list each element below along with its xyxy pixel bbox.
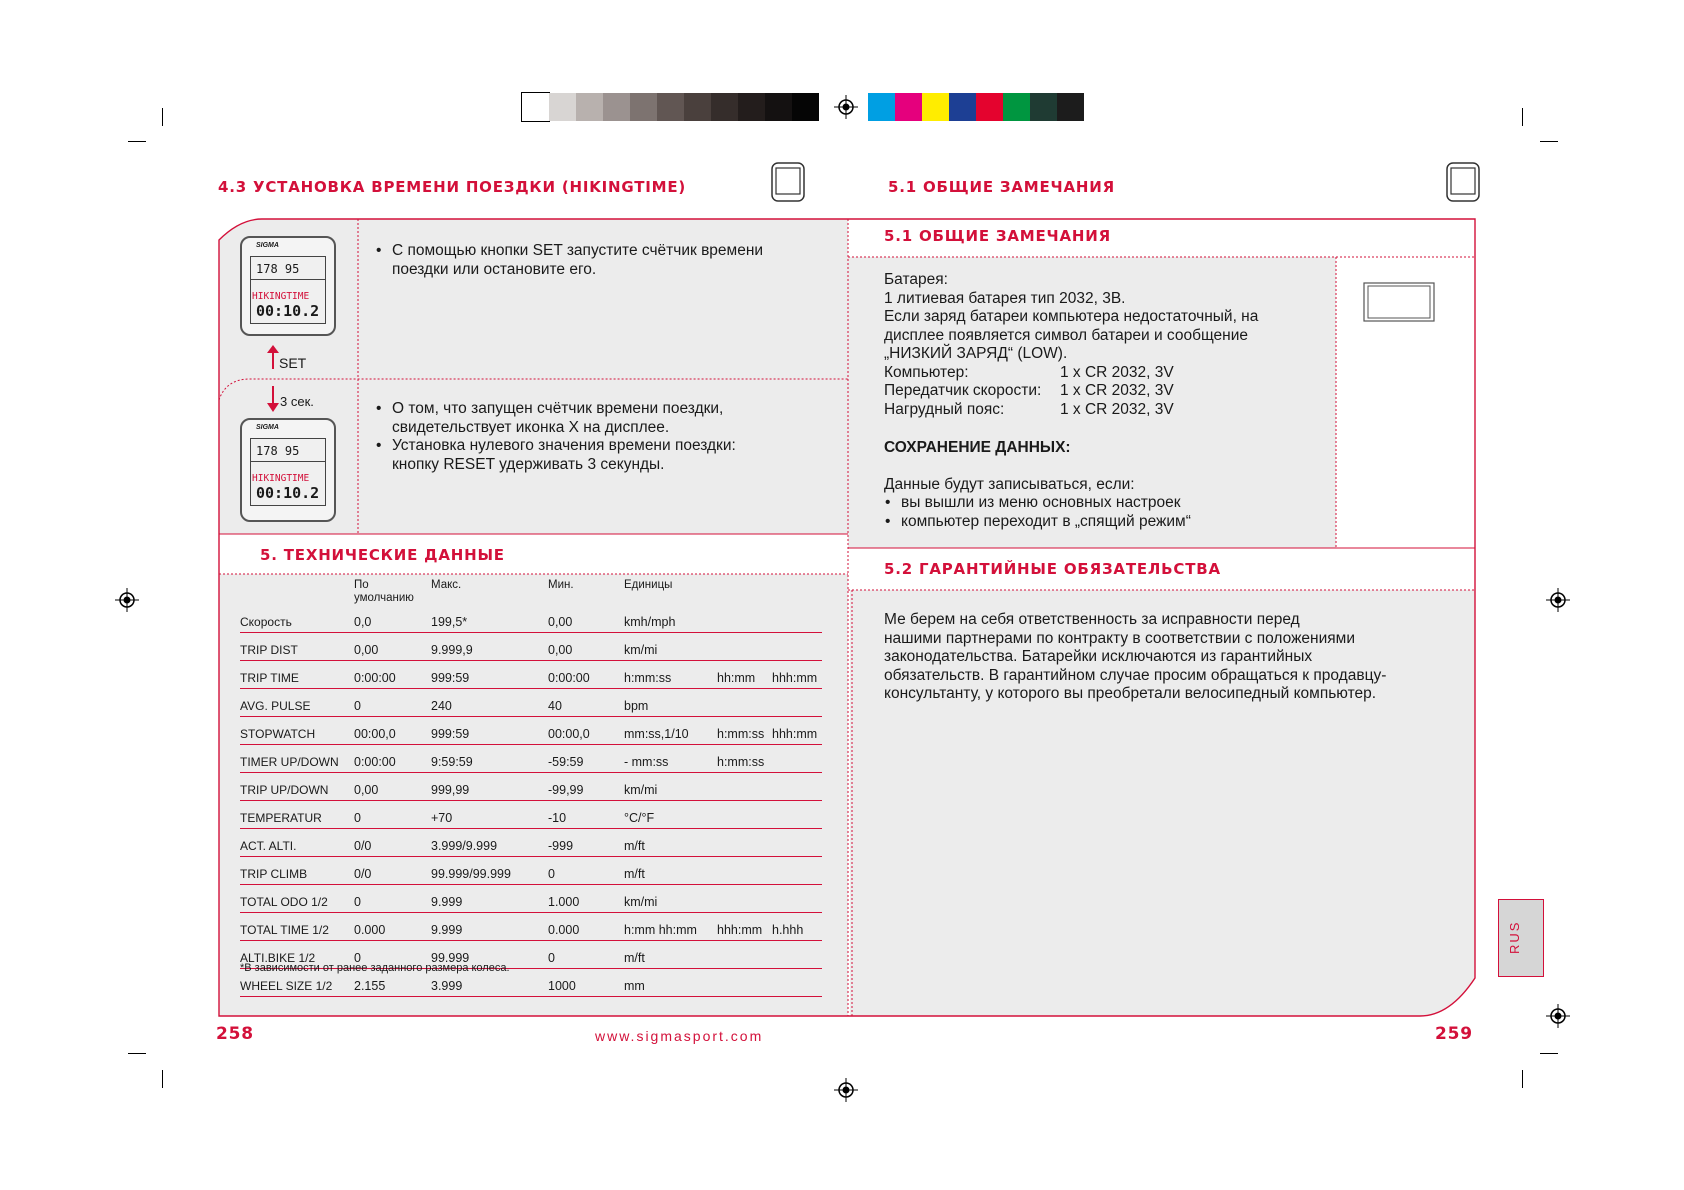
- table-cell: m/ft: [624, 941, 717, 969]
- spec-value: 1 x CR 2032, 3V: [1060, 382, 1174, 399]
- table-row: [240, 745, 822, 773]
- table-cell: 199,5*: [431, 615, 548, 633]
- table-cell: 0,0: [354, 615, 431, 633]
- table-cell: -59:59: [548, 745, 624, 773]
- right-section-title: 5.1 ОБЩИЕ ЗАМЕЧАНИЯ: [888, 178, 1115, 196]
- table-cell: 99.999: [431, 941, 548, 969]
- table-cell: km/mi: [624, 773, 717, 801]
- spec-label: Нагрудный пояс:: [884, 400, 1005, 418]
- display-icon: [1363, 282, 1435, 322]
- table-cell: TRIP CLIMB: [240, 857, 354, 885]
- device-screen: [250, 438, 326, 506]
- table-cell: [772, 689, 822, 717]
- table-cell: +70: [431, 801, 548, 829]
- warranty-line: обязательств. В гарантийном случае просим обращаться к продавцу-: [884, 666, 1387, 684]
- table-cell: [772, 857, 822, 885]
- table-cell: 0: [354, 801, 431, 829]
- table-cell: [772, 801, 822, 829]
- table-cell: h:mm:ss: [717, 717, 772, 745]
- table-cell: bpm: [624, 689, 717, 717]
- device-brand-label: SIGMA: [256, 424, 279, 431]
- table-cell: TOTAL TIME 1/2: [240, 913, 354, 941]
- table-cell: 3.999/9.999: [431, 829, 548, 857]
- table-cell: 2.155: [354, 969, 431, 997]
- table-cell: 0:00:00: [354, 661, 431, 689]
- device-divider: [251, 461, 325, 462]
- table-cell: [772, 969, 822, 997]
- table-cell: 0:00:00: [548, 661, 624, 689]
- table-cell: [717, 689, 772, 717]
- table-cell: 0,00: [354, 773, 431, 801]
- table-cell: [717, 941, 772, 969]
- tech-data-title: 5. ТЕХНИЧЕСКИЕ ДАННЫЕ: [260, 546, 505, 564]
- table-cell: TIMER UP/DOWN: [240, 745, 354, 773]
- column-header: Макс.: [431, 579, 462, 591]
- table-cell: WHEEL SIZE 1/2: [240, 969, 354, 997]
- warranty-line: консультанту, у которого вы преобретали велосипедный компьютер.: [884, 685, 1377, 702]
- hold-duration-label: 3 сек.: [280, 394, 314, 409]
- table-cell: hhh:mm: [772, 661, 822, 689]
- battery-line: „НИЗКИЙ ЗАРЯД“ (LOW).: [884, 345, 1068, 362]
- table-cell: 1000: [548, 969, 624, 997]
- table-cell: m/ft: [624, 857, 717, 885]
- save-data-title: СОХРАНЕНИЕ ДАННЫХ:: [884, 439, 1071, 456]
- device-time: 00:10.2: [256, 484, 320, 502]
- table-cell: [772, 615, 822, 633]
- arrow-down-icon: [266, 386, 280, 412]
- table-cell: 00:00,0: [548, 717, 624, 745]
- list-item: • вы вышли из меню основных настроек: [884, 494, 1324, 513]
- arrow-up-icon: [266, 345, 280, 369]
- table-cell: 0:00:00: [354, 745, 431, 773]
- bike-computer-device: [240, 418, 336, 522]
- spec-label: Компьютер:: [884, 363, 969, 381]
- table-cell: 0.000: [354, 913, 431, 941]
- battery-line: дисплее появляется символ батареи и сообщение: [884, 326, 1248, 344]
- table-cell: 3.999: [431, 969, 548, 997]
- table-cell: h:mm:ss: [624, 661, 717, 689]
- warranty-line: законодательства. Батарейки исключаются из гарантийных: [884, 648, 1313, 665]
- table-cell: TRIP UP/DOWN: [240, 773, 354, 801]
- step1-instructions: [375, 242, 815, 279]
- table-cell: 40: [548, 689, 624, 717]
- table-cell: [717, 615, 772, 633]
- table-cell: [717, 829, 772, 857]
- table-cell: STOPWATCH: [240, 717, 354, 745]
- table-cell: h:mm hh:mm: [624, 913, 717, 941]
- spec-label: Передатчик скорости:: [884, 382, 1042, 399]
- device-top-row: 178 95: [256, 262, 300, 276]
- column-header: По умолчанию: [354, 579, 414, 604]
- list-item: • О том, что запущен счётчик времени поездки, свидетельствует иконка X на дисплее.: [375, 400, 775, 437]
- battery-spec-row: [884, 401, 1324, 420]
- device-brand-label: SIGMA: [256, 242, 279, 249]
- table-cell: mm: [624, 969, 717, 997]
- table-cell: 1.000: [548, 885, 624, 913]
- table-row: [240, 615, 822, 633]
- column-header: Единицы: [624, 579, 673, 591]
- device-time: 00:10.2: [256, 302, 320, 320]
- spec-value: 1 x CR 2032, 3V: [1060, 400, 1174, 418]
- table-cell: 0,00: [354, 633, 431, 661]
- table-cell: -99,99: [548, 773, 624, 801]
- table-cell: 0.000: [548, 913, 624, 941]
- page-number-right: 259: [1435, 1024, 1473, 1044]
- table-cell: [772, 885, 822, 913]
- table-cell: TRIP DIST: [240, 633, 354, 661]
- battery-line: 1 литиевая батарея тип 2032, 3В.: [884, 289, 1126, 307]
- table-cell: hhh:mm: [717, 913, 772, 941]
- warranty-line: Ме берем на себя ответственность за исправности перед: [884, 611, 1300, 628]
- table-cell: mm:ss,1/10: [624, 717, 717, 745]
- table-cell: 00:00,0: [354, 717, 431, 745]
- table-row: [240, 801, 822, 829]
- table-cell: [717, 969, 772, 997]
- table-row: [240, 885, 822, 913]
- table-cell: -10: [548, 801, 624, 829]
- table-row: [240, 717, 822, 745]
- column-header: [772, 579, 822, 615]
- table-cell: 9.999: [431, 913, 548, 941]
- device-divider: [251, 279, 325, 280]
- battery-line: Батарея:: [884, 271, 948, 288]
- battery-line: Если заряд батареи компьютера недостаточный, на: [884, 308, 1259, 325]
- table-cell: ACT. ALTI.: [240, 829, 354, 857]
- save-data-intro: Данные будут записываться, если:: [884, 475, 1135, 493]
- list-item: • компьютер переходит в „спящий режим“: [884, 513, 1324, 532]
- table-cell: - mm:ss: [624, 745, 717, 773]
- table-cell: 0: [354, 941, 431, 969]
- table-cell: [717, 801, 772, 829]
- device-mode: HIKINGTIME: [252, 473, 310, 484]
- table-row: [240, 633, 822, 661]
- language-tab-label: RUS: [1507, 920, 1522, 954]
- tech-data-table: [240, 579, 822, 997]
- table-cell: hhh:mm: [772, 717, 822, 745]
- table-cell: [772, 633, 822, 661]
- table-row: [240, 773, 822, 801]
- spec-value: 1 x CR 2032, 3V: [1060, 363, 1174, 381]
- table-cell: [772, 773, 822, 801]
- table-cell: Скорость: [240, 615, 354, 633]
- set-button-label: SET: [279, 355, 307, 371]
- table-cell: 999,99: [431, 773, 548, 801]
- table-row: [240, 913, 822, 941]
- table-cell: kmh/mph: [624, 615, 717, 633]
- table-row: [240, 829, 822, 857]
- table-cell: 0,00: [548, 615, 624, 633]
- column-header: Мин.: [548, 579, 574, 591]
- table-cell: 0,00: [548, 633, 624, 661]
- device-top-row: 178 95: [256, 444, 300, 458]
- table-cell: 999:59: [431, 717, 548, 745]
- table-cell: [772, 745, 822, 773]
- table-cell: AVG. PULSE: [240, 689, 354, 717]
- table-cell: 0/0: [354, 829, 431, 857]
- battery-spec-row: [884, 364, 1324, 383]
- page-number-left: 258: [216, 1024, 254, 1044]
- table-cell: ALTI.BIKE 1/2: [240, 941, 354, 969]
- table-cell: m/ft: [624, 829, 717, 857]
- table-cell: 0/0: [354, 857, 431, 885]
- table-cell: [717, 773, 772, 801]
- table-cell: [717, 633, 772, 661]
- table-header-row: [240, 579, 822, 615]
- warranty-line: нашими партнерами по контракту в соответствии с положениями: [884, 629, 1355, 647]
- footnote: *В зависимости от ранее заданного размера колеса.: [240, 962, 510, 974]
- warranty-text: [884, 611, 1464, 704]
- table-cell: 9.999,9: [431, 633, 548, 661]
- table-cell: TOTAL ODO 1/2: [240, 885, 354, 913]
- battery-spec-row: [884, 382, 1324, 401]
- table-cell: h:mm:ss: [717, 745, 772, 773]
- table-cell: [717, 857, 772, 885]
- table-cell: 999:59: [431, 661, 548, 689]
- list-item: • Установка нулевого значения времени поездки: кнопку RESET удерживать 3 секунды.: [375, 437, 775, 474]
- table-cell: 240: [431, 689, 548, 717]
- table-cell: TRIP TIME: [240, 661, 354, 689]
- table-cell: 9:59:59: [431, 745, 548, 773]
- language-tab[interactable]: [1498, 899, 1544, 977]
- table-cell: km/mi: [624, 885, 717, 913]
- table-cell: 0: [548, 857, 624, 885]
- table-cell: °C/°F: [624, 801, 717, 829]
- bike-computer-device: [240, 236, 336, 336]
- battery-info: [884, 271, 1324, 531]
- column-header: [240, 579, 354, 615]
- table-cell: [772, 941, 822, 969]
- table-cell: hh:mm: [717, 661, 772, 689]
- general-notes-title: 5.1 ОБЩИЕ ЗАМЕЧАНИЯ: [884, 227, 1111, 245]
- table-cell: h.hhh: [772, 913, 822, 941]
- warranty-title: 5.2 ГАРАНТИЙНЫЕ ОБЯЗАТЕЛЬСТВА: [884, 560, 1221, 578]
- table-cell: -999: [548, 829, 624, 857]
- table-cell: TEMPERATUR: [240, 801, 354, 829]
- table-cell: [772, 829, 822, 857]
- column-header: [717, 579, 772, 615]
- table-cell: [717, 885, 772, 913]
- footer-url[interactable]: www.sigmasport.com: [595, 1028, 764, 1044]
- device-mode: HIKINGTIME: [252, 291, 310, 302]
- table-cell: 0: [354, 885, 431, 913]
- list-item: • С помощью кнопки SET запустите счётчик времени поездки или остановите его.: [375, 242, 815, 279]
- table-cell: 0: [354, 689, 431, 717]
- table-cell: km/mi: [624, 633, 717, 661]
- table-row: [240, 689, 822, 717]
- device-screen: [250, 256, 326, 324]
- table-row: [240, 661, 822, 689]
- table-cell: 9.999: [431, 885, 548, 913]
- left-section-title: 4.3 УСТАНОВКА ВРЕМЕНИ ПОЕЗДКИ (HIKINGTIME): [218, 178, 687, 196]
- table-cell: 99.999/99.999: [431, 857, 548, 885]
- step2-instructions: [375, 400, 775, 474]
- table-row: [240, 857, 822, 885]
- table-cell: 0: [548, 941, 624, 969]
